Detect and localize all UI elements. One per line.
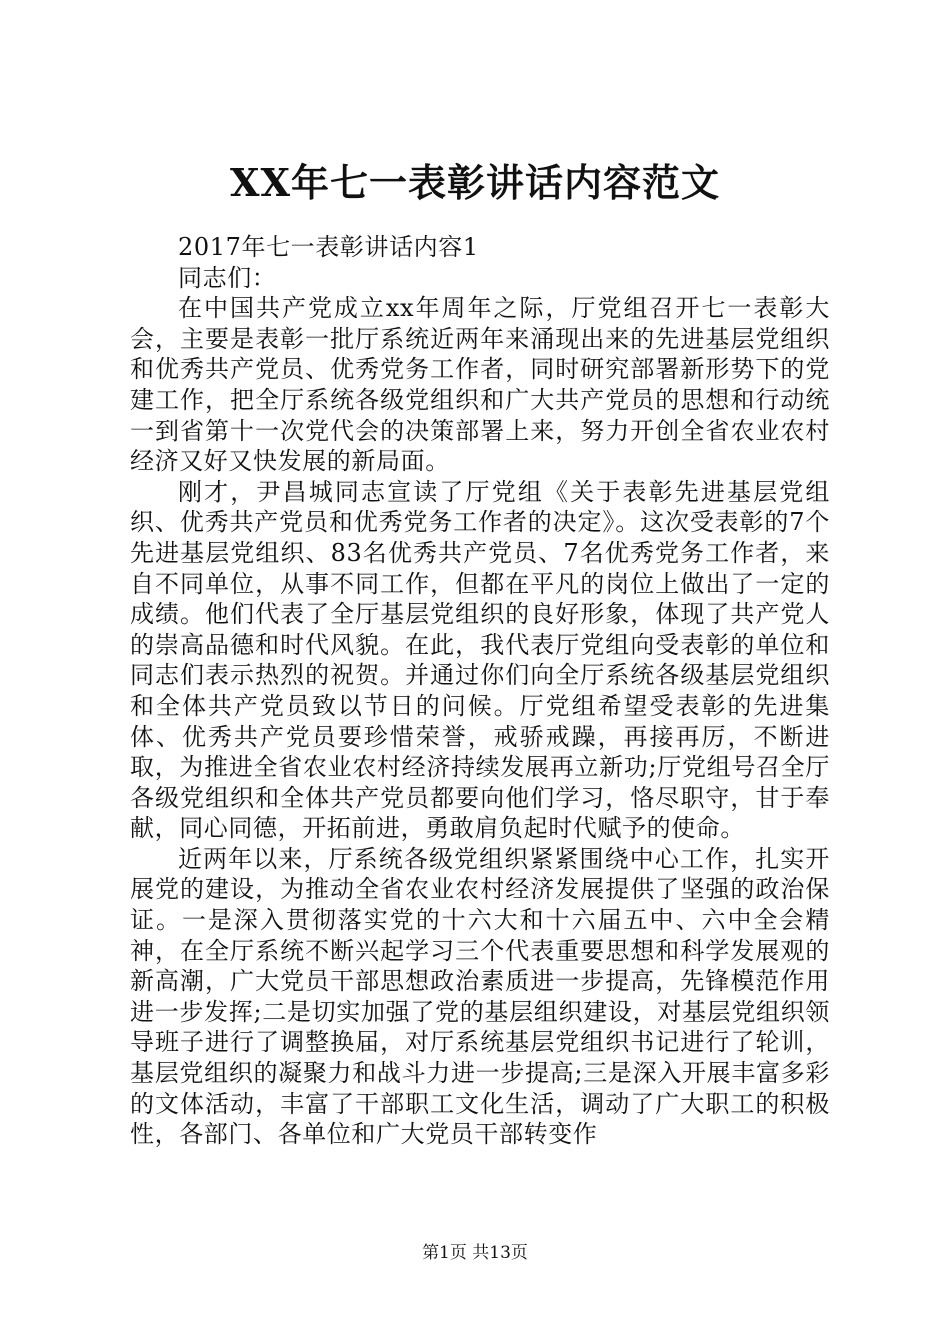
body-paragraph-3: 近两年以来，厅系统各级党组织紧紧围绕中心工作，扎实开展党的建设，为推动全省农业农村经济发展提供了坚强的政治保证。一是深入贯彻落实党的十六大和十六届五中、六中全会精神，在全厅系统不断兴起学习三个代表重要思想和科学发展观的新高潮，广大党员干部思想政治素质进一步提高，先锋模范作用进一步发挥;二是切实加强了党的基层组织建设，对基层党组织领导班子进行了调整换届，对厅系统基层党组织书记进行了轮训，基层党组织的凝聚力和战斗力进一步提高;三是深入开展丰富多彩的文体活动，丰富了干部职工文化生活，调动了广大职工的积极性，各部门、各单位和广大党员干部转变作 xyxy=(130,844,830,1149)
page-footer: 第1页 共13页 xyxy=(422,1243,528,1263)
body-paragraph-2: 刚才，尹昌城同志宣读了厅党组《关于表彰先进基层党组织、优秀共产党员和优秀党务工作者的决定》。这次受表彰的7个先进基层党组织、83名优秀共产党员、7名优秀党务工作者，来自不同单位，从事不同工作，但都在平凡的岗位上做出了一定的成绩。他们代表了全厅基层党组织的良好形象，体现了共产党人的崇高品德和时代风貌。在此，我代表厅党组向受表彰的单位和同志们表示热烈的祝贺。并通过你们向全厅系统各级基层党组织和全体共产党员致以节日的问候。厅党组希望受表彰的先进集体、优秀共产党员要珍惜荣誉，戒骄戒躁，再接再厉，不断进取，为推进全省农业农村经济持续发展再立新功;厅党组号召全厅各级党组织和全体共产党员都要向他们学习，恪尽职守，甘于奉献，同心同德，开拓前进，勇敢肩负起时代赋予的使命。 xyxy=(130,477,830,843)
subtitle-line: 2017年七一表彰讲话内容1 xyxy=(178,233,479,261)
body-paragraph-1: 在中国共产党成立xx年周年之际，厅党组召开七一表彰大会，主要是表彰一批厅系统近两年来涌现出来的先进基层党组织和优秀共产党员、优秀党务工作者，同时研究部署新形势下的党建工作，把全厅系统各级党组织和广大共产党员的思想和行动统一到省第十一次党代会的决策部署上来，努力开创全省农业农村经济又好又快发展的新局面。 xyxy=(130,294,830,476)
document-title: XX年七一表彰讲话内容范文 xyxy=(230,160,720,205)
document-body xyxy=(130,232,830,1150)
salutation-line: 同志们： xyxy=(178,263,277,292)
